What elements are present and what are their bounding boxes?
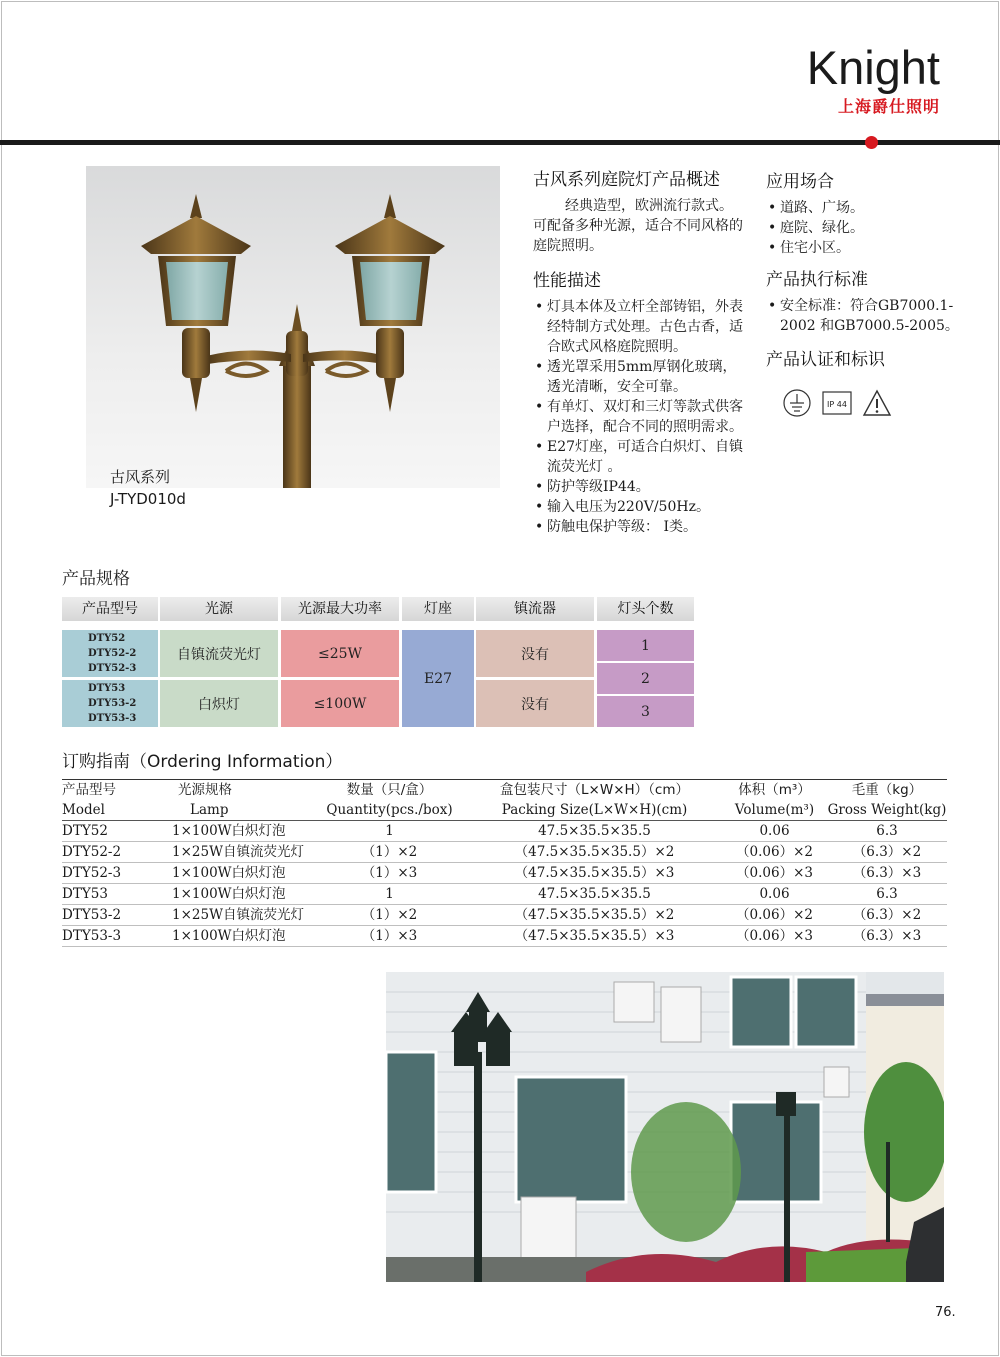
ordering-header-en: [62, 800, 947, 821]
spec-table: [62, 597, 694, 727]
ordering-title: 订购指南（Ordering Information）: [62, 752, 343, 772]
spec-heads-2: 2: [597, 663, 694, 694]
cell-lamp: 1×100W白炽灯泡: [172, 863, 312, 884]
cell-volume: （0.06）×3: [722, 926, 827, 947]
application-section: [766, 170, 956, 258]
cell-size: （47.5×35.5×35.5）×3: [467, 926, 722, 947]
header-cell: Quantity(pcs./box): [312, 800, 467, 821]
spec-header-source: 光源: [160, 597, 278, 621]
header-cell: Gross Weight(kg): [827, 800, 947, 821]
spec-power-group2: ≤100W: [281, 680, 399, 727]
cell-weight: 6.3: [827, 884, 947, 905]
model-code: DTY53-3: [88, 713, 137, 724]
performance-list: [533, 297, 745, 537]
header-red-dot: [865, 136, 878, 149]
cell-size: 47.5×35.5×35.5: [467, 884, 722, 905]
overview-title: 古风系列庭院灯产品概述: [533, 170, 720, 190]
spec-models-group1: [62, 630, 158, 677]
standard-title: 产品执行标准: [766, 270, 868, 290]
header-cell: 毛重（kg）: [827, 780, 947, 801]
cell-lamp: 1×25W自镇流荧光灯: [172, 842, 312, 863]
cell-size: （47.5×35.5×35.5）×3: [467, 863, 722, 884]
cell-volume: （0.06）×2: [722, 905, 827, 926]
list-item: • 防触电保护等级： Ⅰ类。: [533, 517, 745, 537]
table-row: [62, 926, 947, 947]
brand-logo: [806, 41, 940, 117]
model-code: DTY52-3: [88, 663, 137, 674]
performance-section: [533, 269, 745, 537]
header-cell: 光源规格: [172, 780, 312, 801]
table-row: [62, 905, 947, 926]
brand-name: Knight: [806, 41, 940, 94]
header-cell: 产品型号: [62, 780, 172, 801]
application-list: [766, 198, 956, 258]
header-cell: Volume(m³): [722, 800, 827, 821]
double-garden-lamp-illustration: [86, 166, 500, 488]
building-street-scene: [386, 972, 944, 1282]
cell-lamp: 1×100W白炽灯泡: [172, 926, 312, 947]
spec-heads-3: 3: [597, 696, 694, 727]
cell-volume: 0.06: [722, 821, 827, 842]
list-item: • 输入电压为220V/50Hz。: [533, 497, 745, 517]
header-cell: 盒包装尺寸（L×W×H）（cm）: [467, 780, 722, 801]
list-item: • 有单灯、双灯和三灯等款式供客户选择，配合不同的照明需求。: [533, 397, 745, 437]
cell-model: DTY52-3: [62, 863, 172, 884]
cell-lamp: 1×100W白炽灯泡: [172, 821, 312, 842]
spec-models-group2: [62, 680, 158, 727]
certification-section: [766, 348, 956, 376]
application-title: 应用场合: [766, 172, 834, 192]
header-cell: Lamp: [172, 800, 312, 821]
header-cell: Model: [62, 800, 172, 821]
list-item: • 住宅小区。: [766, 238, 956, 258]
cell-weight: （6.3）×2: [827, 905, 947, 926]
performance-title: 性能描述: [533, 271, 601, 291]
cell-quantity: 1: [312, 821, 467, 842]
spec-ballast-group1: 没有: [476, 630, 594, 677]
cell-volume: （0.06）×2: [722, 842, 827, 863]
list-item: • 庭院、绿化。: [766, 218, 956, 238]
list-item: • 防护等级IP44。: [533, 477, 745, 497]
cell-size: （47.5×35.5×35.5）×2: [467, 842, 722, 863]
ordering-header-cn: [62, 780, 947, 801]
hero-caption: [110, 466, 186, 510]
spec-source-group2: 白炽灯: [160, 680, 278, 727]
table-row: [62, 863, 947, 884]
cell-size: 47.5×35.5×35.5: [467, 821, 722, 842]
model-number: J-TYD010d: [110, 490, 186, 508]
list-item: • 灯具本体及立杆全部铸铝，外表经特制方式处理。古色古香，适合欧式风格庭院照明。: [533, 297, 745, 357]
list-item: • 透光罩采用5mm厚钢化玻璃，透光清晰，安全可靠。: [533, 357, 745, 397]
page-number: 76.: [935, 1305, 956, 1320]
cell-quantity: （1）×2: [312, 842, 467, 863]
overview-text: 经典造型，欧洲流行款式。可配备多种光源，适合不同风格的庭院照明。: [533, 198, 743, 254]
spec-source-group1: 自镇流荧光灯: [160, 630, 278, 677]
spec-header-ballast: 镇流器: [476, 597, 594, 621]
spec-header-power: 光源最大功率: [281, 597, 399, 621]
table-row: [62, 842, 947, 863]
header-rule: [0, 140, 1000, 145]
header-cell: Packing Size(L×W×H)(cm): [467, 800, 722, 821]
ip44-rating-icon: [822, 388, 852, 418]
cell-quantity: 1: [312, 884, 467, 905]
standard-section: [766, 268, 961, 336]
header-cell: 体积（m³）: [722, 780, 827, 801]
cell-lamp: 1×100W白炽灯泡: [172, 884, 312, 905]
cell-weight: （6.3）×3: [827, 863, 947, 884]
ordering-table: [62, 779, 947, 947]
overview-section: [533, 168, 745, 256]
spec-header-heads: 灯头个数: [597, 597, 694, 621]
spec-power-group1: ≤25W: [281, 630, 399, 677]
spec-socket: E27: [402, 630, 474, 727]
model-code: DTY53: [88, 683, 126, 694]
warning-triangle-icon: [862, 388, 892, 418]
cell-lamp: 1×25W自镇流荧光灯: [172, 905, 312, 926]
ip44-label: IP 44: [827, 400, 847, 409]
ground-symbol-icon: [782, 388, 812, 418]
list-item: • E27灯座，可适合白炽灯、自镇流荧光灯 。: [533, 437, 745, 477]
cell-quantity: （1）×2: [312, 905, 467, 926]
brand-subtitle: 上海爵仕照明: [837, 97, 940, 116]
cell-volume: 0.06: [722, 884, 827, 905]
cell-model: DTY53-2: [62, 905, 172, 926]
certification-icons: [782, 388, 892, 418]
cell-weight: （6.3）×2: [827, 842, 947, 863]
cell-model: DTY53-3: [62, 926, 172, 947]
cell-size: （47.5×35.5×35.5）×2: [467, 905, 722, 926]
cell-model: DTY52-2: [62, 842, 172, 863]
model-code: DTY53-2: [88, 698, 137, 709]
spec-header-socket: 灯座: [402, 597, 474, 621]
product-image: [86, 166, 500, 488]
certification-title: 产品认证和标识: [766, 350, 885, 370]
installation-photo: [386, 972, 944, 1282]
header-cell: 数量（只/盒）: [312, 780, 467, 801]
cell-volume: （0.06）×3: [722, 863, 827, 884]
cell-quantity: （1）×3: [312, 863, 467, 884]
table-row: [62, 821, 947, 842]
spec-ballast-group2: 没有: [476, 680, 594, 727]
cell-model: DTY53: [62, 884, 172, 905]
model-code: DTY52-2: [88, 648, 137, 659]
list-item: • 道路、广场。: [766, 198, 956, 218]
list-item: • 安全标准：符合GB7000.1-2002 和GB7000.5-2005。: [766, 296, 961, 336]
model-code: DTY52: [88, 633, 126, 644]
cell-quantity: （1）×3: [312, 926, 467, 947]
cell-weight: （6.3）×3: [827, 926, 947, 947]
cell-weight: 6.3: [827, 821, 947, 842]
standard-list: [766, 296, 961, 336]
spec-title: 产品规格: [62, 569, 130, 589]
table-row: [62, 884, 947, 905]
spec-header-model: 产品型号: [62, 597, 158, 621]
series-name: 古风系列: [110, 468, 171, 486]
spec-heads-1: 1: [597, 630, 694, 661]
cell-model: DTY52: [62, 821, 172, 842]
